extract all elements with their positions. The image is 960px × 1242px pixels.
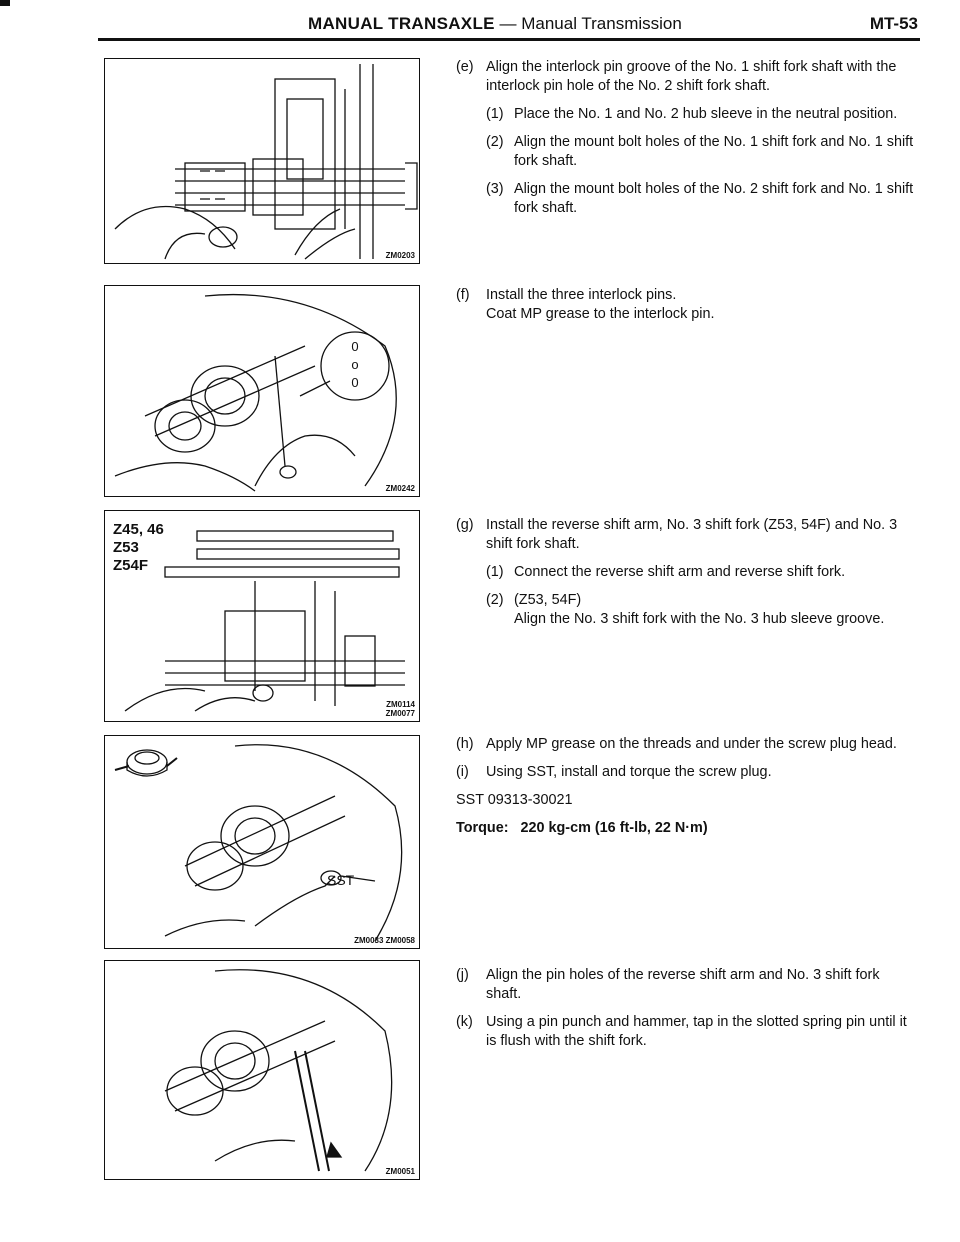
- step-marker: (g): [456, 517, 474, 533]
- step-marker: (e): [456, 59, 474, 75]
- illustration-screw-plug: [105, 736, 419, 948]
- step-e-section: [456, 58, 918, 227]
- substep: [456, 105, 918, 124]
- illustration-interlock-pins: [105, 286, 419, 496]
- illustration-spring-pin: [105, 961, 419, 1179]
- substep-marker: (3): [486, 181, 504, 197]
- substep: [456, 180, 918, 218]
- figure-reverse-shift-arm: [104, 510, 420, 722]
- substep-marker: (1): [486, 564, 504, 580]
- sst-label: SST: [327, 872, 355, 888]
- step-note: Coat MP grease to the interlock pin.: [486, 306, 715, 322]
- step-g: [456, 516, 918, 554]
- figure-code-top: ZM0114: [386, 700, 415, 709]
- header-title-bold: MANUAL TRANSAXLE: [308, 14, 495, 33]
- figure-code: ZM0051: [385, 1167, 415, 1176]
- step-marker: (i): [456, 764, 469, 780]
- callout-symbol: 0: [351, 375, 359, 390]
- step-f-section: [456, 286, 918, 333]
- page-header: [98, 14, 918, 38]
- step-g-section: [456, 516, 918, 638]
- torque-value: 220 kg-cm (16 ft-lb, 22 N·m): [520, 820, 708, 836]
- step-marker: (j): [456, 967, 469, 983]
- header-title: [308, 14, 682, 34]
- illustration-shift-fork-shafts: [105, 59, 419, 263]
- header-rule: [98, 38, 920, 41]
- variant-label-z45-46: Z45, 46: [113, 521, 164, 538]
- substep-text: (Z53, 54F): [514, 592, 582, 608]
- substep-text: Align the mount bolt holes of the No. 1 shift fork and No. 1 shift fork shaft.: [514, 134, 914, 169]
- step-marker: (k): [456, 1014, 473, 1030]
- figure-code-bottom: ZM0077: [385, 709, 415, 718]
- step-e: [456, 58, 918, 96]
- figure-code: [386, 700, 415, 718]
- step-j: [456, 966, 918, 1004]
- figure-code: ZM0203: [385, 251, 415, 260]
- step-text: Install the three interlock pins.: [486, 287, 677, 303]
- figure-interlock-pins: [104, 285, 420, 497]
- step-i: [456, 763, 918, 782]
- torque-spec: [456, 819, 918, 838]
- variant-label-z54f: Z54F: [113, 557, 149, 574]
- substep-note: Align the No. 3 shift fork with the No. 3 hub sleeve groove.: [514, 611, 885, 627]
- step-h: [456, 735, 918, 754]
- step-j-k-section: [456, 966, 918, 1060]
- substep: [456, 563, 918, 582]
- step-marker: (h): [456, 736, 474, 752]
- step-marker: (f): [456, 287, 470, 303]
- figure-spring-pin: [104, 960, 420, 1180]
- callout-symbol: 0: [351, 339, 359, 354]
- step-h-i-section: [456, 735, 918, 847]
- substep-text: Align the mount bolt holes of the No. 2 shift fork and No. 1 shift fork shaft.: [514, 181, 914, 216]
- figure-code: ZM0242: [385, 484, 415, 493]
- step-text: Using a pin punch and hammer, tap in the slotted spring pin until it is flush with the shift fork.: [486, 1014, 907, 1049]
- torque-label: Torque:: [456, 820, 509, 836]
- page-number: MT-53: [869, 14, 918, 33]
- step-f: [456, 286, 918, 324]
- step-text: Apply MP grease on the threads and under the screw plug head.: [486, 736, 897, 752]
- step-text: Using SST, install and torque the screw plug.: [486, 764, 772, 780]
- step-text: Align the interlock pin groove of the No. 1 shift fork shaft with the interlock pin hole of the No. 2 shift fork shaft.: [486, 59, 897, 94]
- substep-text: Place the No. 1 and No. 2 hub sleeve in the neutral position.: [514, 106, 898, 122]
- callout-symbol: o: [351, 357, 359, 372]
- substep-marker: (1): [486, 106, 504, 122]
- step-text: Align the pin holes of the reverse shift arm and No. 3 shift fork shaft.: [486, 967, 880, 1002]
- step-text: Install the reverse shift arm, No. 3 shift fork (Z53, 54F) and No. 3 shift fork shaft.: [486, 517, 898, 552]
- sst-number: SST 09313-30021: [456, 792, 573, 808]
- figure-screw-plug: [104, 735, 420, 949]
- figure-code: ZM0033 ZM0058: [354, 936, 415, 945]
- illustration-reverse-shift-arm: [105, 511, 419, 721]
- header-title-rest: — Manual Transmission: [494, 14, 682, 33]
- variant-label-z53: Z53: [113, 539, 139, 556]
- substep-marker: (2): [486, 134, 504, 150]
- page-corner-mark: [0, 0, 10, 6]
- substep: [456, 591, 918, 629]
- substep: [456, 133, 918, 171]
- substep-text: Connect the reverse shift arm and reverse shift fork.: [514, 564, 846, 580]
- figure-shift-fork-shafts: [104, 58, 420, 264]
- step-k: [456, 1013, 918, 1051]
- substep-marker: (2): [486, 592, 504, 608]
- interlock-pin-callout: [348, 338, 362, 392]
